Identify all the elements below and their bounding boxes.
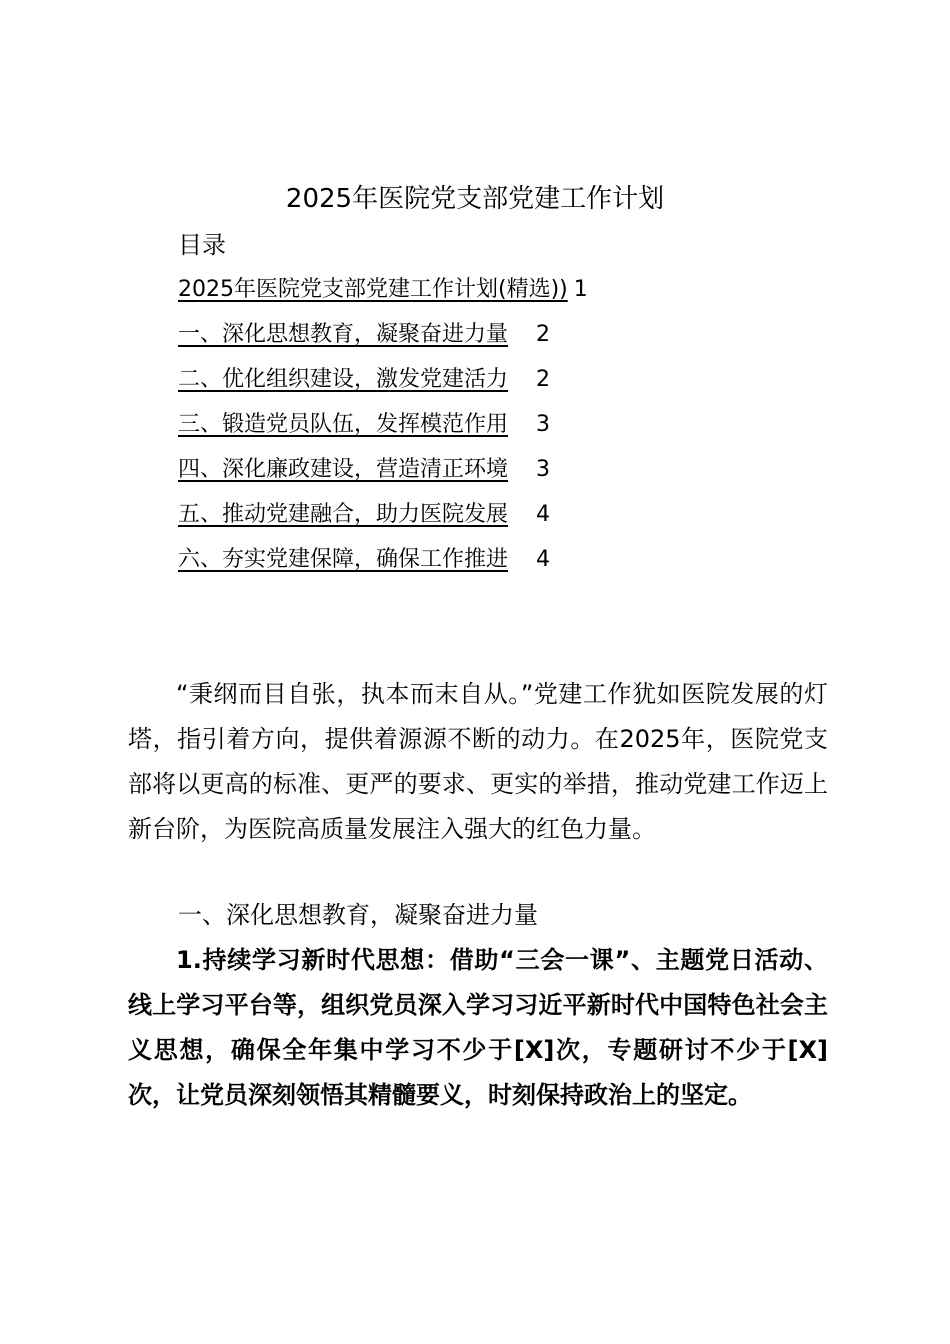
toc-item-page: 2 [536, 322, 551, 347]
toc-item-label: 二、优化组织建设，激发党建活力 [178, 367, 509, 392]
section-1-point-1: 1.持续学习新时代思想：借助“三会一课”、主题党日活动、线上学习平台等，组织党员深入学习习近平新时代中国特色社会主义思想，确保全年集中学习不少于[X]次，专题研讨不少于[X]次，让党员深刻领悟其精髓要义，时刻保持政治上的坚定。 [128, 946, 828, 1109]
toc-item-main-title[interactable] [178, 274, 588, 319]
toc-item-page: 2 [536, 367, 551, 392]
toc-item-page: 3 [536, 412, 551, 437]
toc-item-page: 4 [536, 502, 551, 527]
toc-item-label: 三、锻造党员队伍，发挥模范作用 [178, 412, 509, 437]
toc-item-label: 五、推动党建融合，助力医院发展 [178, 502, 509, 527]
section-1-heading: 一、深化思想教育，凝聚奋进力量 [178, 901, 538, 929]
toc-item-label: 四、深化廉政建设，营造清正环境 [178, 457, 509, 482]
toc-item-section-2[interactable] [178, 364, 588, 409]
toc-item-section-1[interactable] [178, 319, 588, 364]
toc-item-section-3[interactable] [178, 409, 588, 454]
toc-item-label: 2025年医院党支部党建工作计划(精选)) [178, 277, 568, 302]
toc-item-page: 1 [573, 277, 588, 302]
toc-heading: 目录 [178, 231, 226, 259]
toc-item-page: 3 [536, 457, 551, 482]
toc-item-label: 一、深化思想教育，凝聚奋进力量 [178, 322, 509, 347]
toc-item-page: 4 [536, 547, 551, 572]
table-of-contents [178, 274, 588, 589]
document-title: 2025年医院党支部党建工作计划 [285, 184, 665, 214]
toc-item-label: 六、夯实党建保障，确保工作推进 [178, 547, 509, 572]
toc-item-section-4[interactable] [178, 454, 588, 499]
toc-item-section-5[interactable] [178, 499, 588, 544]
toc-item-section-6[interactable] [178, 544, 588, 589]
intro-paragraph: “秉纲而目自张，执本而末自从。”党建工作犹如医院发展的灯塔，指引着方向，提供着源源不断的动力。在2025年，医院党支部将以更高的标准、更严的要求、更实的举措，推动党建工作迈上新台阶，为医院高质量发展注入强大的红色力量。 [128, 680, 828, 843]
